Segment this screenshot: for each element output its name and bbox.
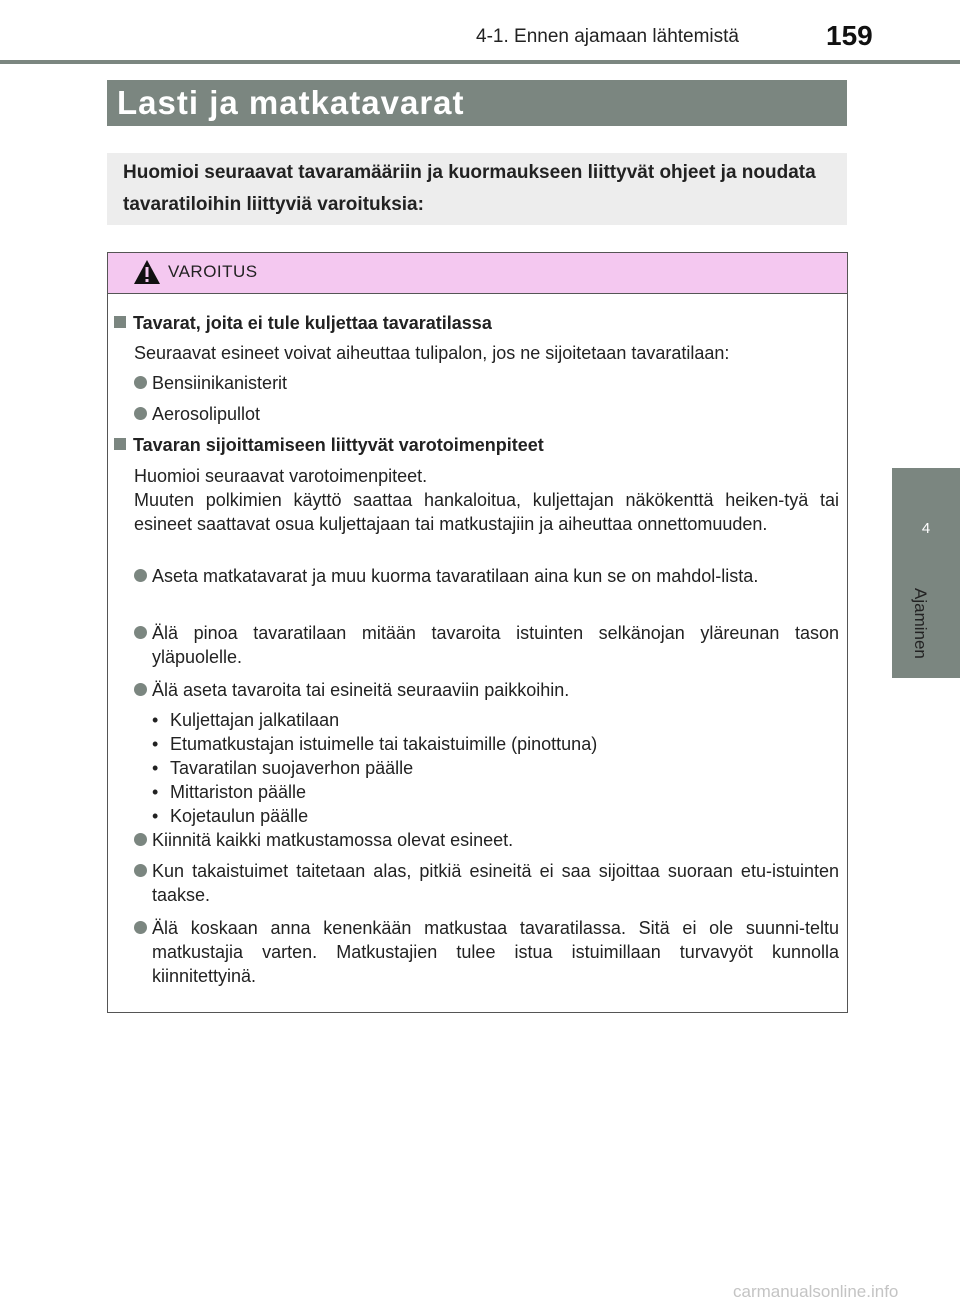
page-title: Lasti ja matkatavarat xyxy=(117,84,465,121)
warning-heading: VAROITUS xyxy=(168,262,258,281)
square-bullet-icon xyxy=(114,438,126,450)
intro-text: Huomioi seuraavat tavaramääriin ja kuormaukseen liittyvät ohjeet ja noudata tavaratiloihin liittyviä varoituksia: xyxy=(123,162,816,215)
list-item-text: Kun takaistuimet taitetaan alas, pitkiä esineitä ei saa sijoittaa suoraan etu-istuinten taakse. xyxy=(152,861,839,905)
section-title-bar xyxy=(107,80,847,126)
list-item-text: Älä pinoa tavaratilaan mitään tavaroita istuinten selkänojan yläreunan tason yläpuolelle. xyxy=(152,623,839,667)
round-bullet-icon xyxy=(134,626,147,639)
chapter-label-area xyxy=(892,580,960,690)
list-item-text: Aerosolipullot xyxy=(152,404,261,424)
list-item-text: Älä aseta tavaroita tai esineitä seuraaviin paikkoihin. xyxy=(152,680,570,700)
section-text: Seuraavat esineet voivat aiheuttaa tulipalon, jos ne sijoitetaan tavaratilaan: xyxy=(134,343,730,363)
warning-triangle-icon xyxy=(133,259,161,285)
section-heading-text: Tavarat, joita ei tule kuljettaa tavaratilassa xyxy=(133,313,492,333)
list-item-text: Kiinnitä kaikki matkustamossa olevat esineet. xyxy=(152,830,514,850)
section-heading xyxy=(114,311,492,335)
round-bullet-icon xyxy=(134,683,147,696)
warning-box xyxy=(107,252,848,1013)
list-item-text: Aseta matkatavarat ja muu kuorma tavaratilaan aina kun se on mahdol-lista. xyxy=(152,566,759,586)
round-bullet-icon xyxy=(134,569,147,582)
round-bullet-icon xyxy=(134,921,147,934)
square-bullet-icon xyxy=(114,316,126,328)
round-bullet-icon xyxy=(134,376,147,389)
chapter-label: Ajaminen xyxy=(911,588,930,659)
page-number: 159 xyxy=(826,20,873,51)
sub-list-item: • Mittariston päälle xyxy=(152,780,752,804)
warning-header xyxy=(108,253,847,294)
sub-list-item: • Tavaratilan suojaverhon päälle xyxy=(152,756,752,780)
round-bullet-icon xyxy=(134,407,147,420)
places-list xyxy=(152,708,752,828)
section-text: Muuten polkimien käyttö saattaa hankaloitua, kuljettajan näkökenttä heiken-tyä tai esineet saattavat osua kuljettajaan tai matkustajiin ja aiheuttaa onnettomuuden. xyxy=(134,490,839,534)
sub-list-item: • Etumatkustajan istuimelle tai takaistuimille (pinottuna) xyxy=(152,732,752,756)
round-bullet-icon xyxy=(134,833,147,846)
header-section-title: 4-1. Ennen ajamaan lähtemistä xyxy=(476,26,739,47)
section-heading xyxy=(114,433,544,457)
section-heading-text: Tavaran sijoittamiseen liittyvät varotoimenpiteet xyxy=(133,435,544,455)
chapter-number: 4 xyxy=(921,520,931,537)
intro-box xyxy=(107,153,847,225)
header-divider xyxy=(0,60,960,64)
round-bullet-icon xyxy=(134,864,147,877)
list-item-text: Bensiinikanisterit xyxy=(152,373,288,393)
section-text: Huomioi seuraavat varotoimenpiteet. xyxy=(134,466,428,486)
sub-list-item: • Kojetaulun päälle xyxy=(152,804,752,828)
watermark: carmanualsonline.info xyxy=(733,1282,899,1301)
sub-list-item: • Kuljettajan jalkatilaan xyxy=(152,708,752,732)
list-item-text: Älä koskaan anna kenenkään matkustaa tavaratilassa. Sitä ei ole suunni-teltu matkustajia varten. Matkustajien tulee istua istuimillaan turvavyöt kunnolla kiinnitettyinä. xyxy=(152,918,839,986)
